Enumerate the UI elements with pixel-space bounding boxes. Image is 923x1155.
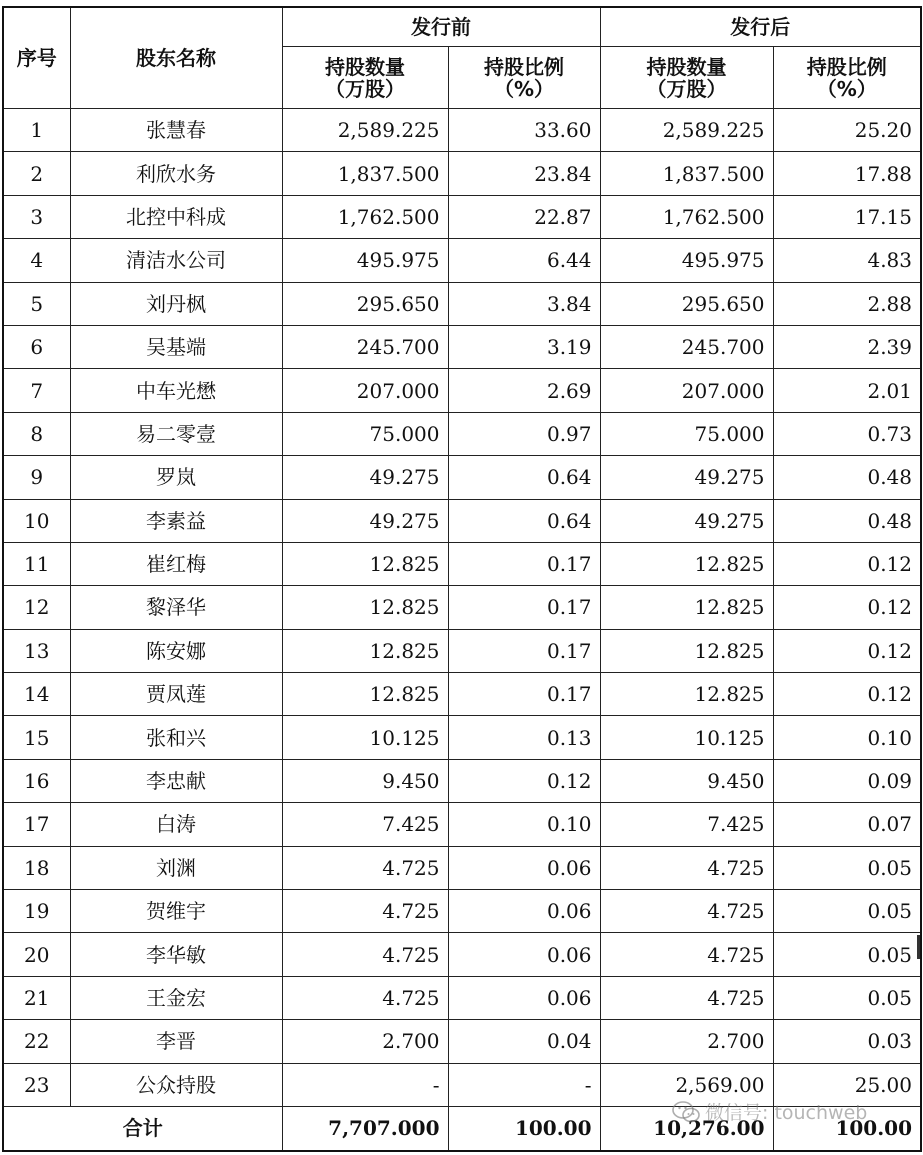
after-ratio: 4.83 — [773, 239, 921, 282]
shareholder-name: 利欣水务 — [70, 152, 282, 195]
header-no: 序号 — [3, 7, 70, 109]
row-no: 16 — [3, 759, 70, 802]
table-row — [3, 109, 921, 152]
table-row — [3, 586, 921, 629]
before-shares: 9.450 — [282, 759, 448, 802]
after-ratio: 17.15 — [773, 195, 921, 238]
shareholder-name: 黎泽华 — [70, 586, 282, 629]
after-ratio: 0.05 — [773, 890, 921, 933]
table-row — [3, 933, 921, 976]
after-ratio: 0.48 — [773, 456, 921, 499]
before-shares: 49.275 — [282, 456, 448, 499]
total-label: 合计 — [3, 1106, 282, 1151]
table-row — [3, 629, 921, 672]
table-row — [3, 759, 921, 802]
before-shares: 2.700 — [282, 1020, 448, 1063]
header-shares-unit: （万股） — [646, 76, 727, 101]
header-ratio-label: 持股比例 — [484, 54, 564, 79]
table-row — [3, 195, 921, 238]
table-row — [3, 846, 921, 889]
after-ratio: 0.09 — [773, 759, 921, 802]
row-no: 8 — [3, 412, 70, 455]
after-shares: 207.000 — [600, 369, 773, 412]
after-shares: 4.725 — [600, 846, 773, 889]
page-edge-marker — [917, 935, 920, 959]
before-shares: 1,762.500 — [282, 195, 448, 238]
table-row — [3, 499, 921, 542]
total-row — [3, 1106, 921, 1151]
after-shares: 245.700 — [600, 325, 773, 368]
shareholder-name: 罗岚 — [70, 456, 282, 499]
table-row — [3, 1020, 921, 1063]
before-ratio: 0.10 — [448, 803, 600, 846]
shareholder-name: 清洁水公司 — [70, 239, 282, 282]
after-shares: 12.825 — [600, 629, 773, 672]
after-ratio: 25.20 — [773, 109, 921, 152]
before-ratio: 0.17 — [448, 542, 600, 585]
before-shares: 12.825 — [282, 629, 448, 672]
after-shares: 49.275 — [600, 456, 773, 499]
shareholder-name: 李素益 — [70, 499, 282, 542]
table-body — [3, 109, 921, 1107]
row-no: 2 — [3, 152, 70, 195]
shareholder-name: 刘渊 — [70, 846, 282, 889]
before-ratio: 0.06 — [448, 976, 600, 1019]
table-row — [3, 239, 921, 282]
after-ratio: 2.88 — [773, 282, 921, 325]
table-row — [3, 976, 921, 1019]
after-ratio: 17.88 — [773, 152, 921, 195]
row-no: 1 — [3, 109, 70, 152]
table-row — [3, 456, 921, 499]
after-shares: 49.275 — [600, 499, 773, 542]
before-shares: - — [282, 1063, 448, 1106]
shareholding-table — [2, 6, 922, 1152]
table-row — [3, 673, 921, 716]
table-row — [3, 1063, 921, 1106]
watermark-text: 微信号: touchweb — [705, 1102, 868, 1124]
before-shares: 12.825 — [282, 542, 448, 585]
before-shares: 245.700 — [282, 325, 448, 368]
after-shares: 2,569.00 — [600, 1063, 773, 1106]
shareholder-name: 李忠献 — [70, 759, 282, 802]
shareholder-name: 张慧春 — [70, 109, 282, 152]
total-before-shares: 7,707.000 — [282, 1106, 448, 1151]
before-ratio: 23.84 — [448, 152, 600, 195]
shareholder-name: 陈安娜 — [70, 629, 282, 672]
header-after: 发行后 — [600, 7, 921, 47]
after-ratio: 0.73 — [773, 412, 921, 455]
after-shares: 10.125 — [600, 716, 773, 759]
shareholder-name: 李晋 — [70, 1020, 282, 1063]
row-no: 22 — [3, 1020, 70, 1063]
after-ratio: 25.00 — [773, 1063, 921, 1106]
total-after-shares: 10,276.00 — [600, 1106, 773, 1151]
after-ratio: 0.10 — [773, 716, 921, 759]
before-ratio: 2.69 — [448, 369, 600, 412]
shareholder-name: 白涛 — [70, 803, 282, 846]
header-shares-label: 持股数量 — [325, 54, 405, 79]
before-ratio: 0.97 — [448, 412, 600, 455]
header-before-shares — [282, 47, 448, 109]
before-ratio: 0.17 — [448, 673, 600, 716]
after-ratio: 0.12 — [773, 629, 921, 672]
total-after-ratio: 100.00 — [773, 1106, 921, 1151]
row-no: 15 — [3, 716, 70, 759]
before-ratio: 22.87 — [448, 195, 600, 238]
after-ratio: 0.03 — [773, 1020, 921, 1063]
shareholder-name: 李华敏 — [70, 933, 282, 976]
after-shares: 2,589.225 — [600, 109, 773, 152]
shareholder-name: 中车光懋 — [70, 369, 282, 412]
after-ratio: 0.48 — [773, 499, 921, 542]
row-no: 5 — [3, 282, 70, 325]
header-name: 股东名称 — [70, 7, 282, 109]
after-shares: 7.425 — [600, 803, 773, 846]
shareholder-name: 易二零壹 — [70, 412, 282, 455]
shareholder-name: 贺维宇 — [70, 890, 282, 933]
before-ratio: - — [448, 1063, 600, 1106]
header-shares-unit: （万股） — [325, 76, 405, 101]
before-shares: 4.725 — [282, 933, 448, 976]
before-shares: 295.650 — [282, 282, 448, 325]
after-shares: 12.825 — [600, 586, 773, 629]
shareholder-name: 贾凤莲 — [70, 673, 282, 716]
before-ratio: 0.12 — [448, 759, 600, 802]
after-shares: 4.725 — [600, 976, 773, 1019]
header-after-ratio — [773, 47, 921, 109]
header-before-ratio — [448, 47, 600, 109]
before-shares: 12.825 — [282, 586, 448, 629]
header-ratio-unit: （%） — [493, 76, 555, 101]
shareholder-name: 公众持股 — [70, 1063, 282, 1106]
after-shares: 495.975 — [600, 239, 773, 282]
shareholder-name: 刘丹枫 — [70, 282, 282, 325]
before-ratio: 6.44 — [448, 239, 600, 282]
shareholder-name: 王金宏 — [70, 976, 282, 1019]
table-row — [3, 890, 921, 933]
row-no: 11 — [3, 542, 70, 585]
before-shares: 49.275 — [282, 499, 448, 542]
after-shares: 75.000 — [600, 412, 773, 455]
shareholder-name: 北控中科成 — [70, 195, 282, 238]
after-shares: 295.650 — [600, 282, 773, 325]
row-no: 7 — [3, 369, 70, 412]
header-ratio-unit: （%） — [816, 76, 877, 101]
row-no: 19 — [3, 890, 70, 933]
after-shares: 12.825 — [600, 542, 773, 585]
row-no: 13 — [3, 629, 70, 672]
row-no: 20 — [3, 933, 70, 976]
after-shares: 1,762.500 — [600, 195, 773, 238]
before-ratio: 0.64 — [448, 499, 600, 542]
table-row — [3, 803, 921, 846]
after-ratio: 0.12 — [773, 586, 921, 629]
before-shares: 10.125 — [282, 716, 448, 759]
row-no: 10 — [3, 499, 70, 542]
row-no: 14 — [3, 673, 70, 716]
before-ratio: 0.06 — [448, 846, 600, 889]
after-shares: 4.725 — [600, 933, 773, 976]
after-shares: 9.450 — [600, 759, 773, 802]
before-shares: 4.725 — [282, 976, 448, 1019]
after-shares: 1,837.500 — [600, 152, 773, 195]
row-no: 18 — [3, 846, 70, 889]
before-ratio: 0.06 — [448, 933, 600, 976]
after-ratio: 0.07 — [773, 803, 921, 846]
before-shares: 75.000 — [282, 412, 448, 455]
after-shares: 2.700 — [600, 1020, 773, 1063]
row-no: 6 — [3, 325, 70, 368]
header-ratio-label: 持股比例 — [806, 54, 887, 79]
header-before: 发行前 — [282, 7, 600, 47]
table-row — [3, 325, 921, 368]
before-ratio: 0.64 — [448, 456, 600, 499]
shareholder-name: 张和兴 — [70, 716, 282, 759]
before-ratio: 0.06 — [448, 890, 600, 933]
before-shares: 207.000 — [282, 369, 448, 412]
before-shares: 4.725 — [282, 890, 448, 933]
table-row — [3, 542, 921, 585]
table-row — [3, 282, 921, 325]
row-no: 12 — [3, 586, 70, 629]
row-no: 23 — [3, 1063, 70, 1106]
after-ratio: 0.12 — [773, 673, 921, 716]
table-row — [3, 412, 921, 455]
row-no: 21 — [3, 976, 70, 1019]
after-ratio: 2.39 — [773, 325, 921, 368]
before-shares: 2,589.225 — [282, 109, 448, 152]
row-no: 17 — [3, 803, 70, 846]
row-no: 3 — [3, 195, 70, 238]
after-ratio: 0.05 — [773, 846, 921, 889]
before-shares: 4.725 — [282, 846, 448, 889]
row-no: 9 — [3, 456, 70, 499]
before-ratio: 33.60 — [448, 109, 600, 152]
before-shares: 12.825 — [282, 673, 448, 716]
before-shares: 1,837.500 — [282, 152, 448, 195]
before-ratio: 0.17 — [448, 629, 600, 672]
before-shares: 7.425 — [282, 803, 448, 846]
after-ratio: 0.05 — [773, 933, 921, 976]
before-ratio: 0.04 — [448, 1020, 600, 1063]
total-before-ratio: 100.00 — [448, 1106, 600, 1151]
table-row — [3, 152, 921, 195]
after-ratio: 2.01 — [773, 369, 921, 412]
shareholder-name: 崔红梅 — [70, 542, 282, 585]
after-ratio: 0.05 — [773, 976, 921, 1019]
shareholder-name: 吴基端 — [70, 325, 282, 368]
after-ratio: 0.12 — [773, 542, 921, 585]
before-ratio: 0.13 — [448, 716, 600, 759]
before-ratio: 0.17 — [448, 586, 600, 629]
before-ratio: 3.84 — [448, 282, 600, 325]
after-shares: 12.825 — [600, 673, 773, 716]
header-shares-label: 持股数量 — [646, 54, 727, 79]
after-shares: 4.725 — [600, 890, 773, 933]
before-ratio: 3.19 — [448, 325, 600, 368]
table-row — [3, 369, 921, 412]
header-after-shares — [600, 47, 773, 109]
table-row — [3, 716, 921, 759]
before-shares: 495.975 — [282, 239, 448, 282]
row-no: 4 — [3, 239, 70, 282]
